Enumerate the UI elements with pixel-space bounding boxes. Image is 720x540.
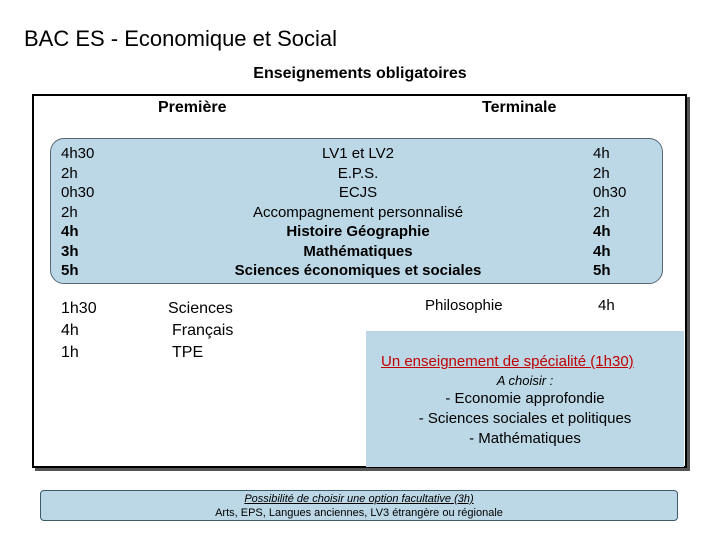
hours-cell: 4h xyxy=(61,322,79,339)
hours-cell: 0h30 xyxy=(593,184,627,201)
hours-cell: 2h xyxy=(61,203,78,221)
subject-item: Mathématiques xyxy=(303,242,413,260)
hours-cell: 4h xyxy=(593,145,610,162)
hours-cell: 0h30 xyxy=(61,184,95,201)
specialite-option: - Economie approfondie xyxy=(445,390,605,407)
subject-item: Sciences xyxy=(168,300,233,317)
specialite-option: - Sciences sociales et politiques xyxy=(418,410,632,427)
common-subject-list xyxy=(200,144,516,281)
premiere-heading: Première xyxy=(158,99,227,116)
specialite-title: Un enseignement de spécialité (1h30) xyxy=(381,353,634,370)
subject-item: ECJS xyxy=(338,184,378,201)
terminale-heading: Terminale xyxy=(482,99,557,116)
section-heading: Enseignements obligatoires xyxy=(253,65,467,82)
hours-cell: 4h xyxy=(61,223,79,240)
hours-cell: 5h xyxy=(61,262,79,279)
hours-cell: 3h xyxy=(61,242,79,260)
subject-item: Histoire Géographie xyxy=(286,223,430,240)
page-title: BAC ES - Economique et Social xyxy=(24,26,338,51)
premiere-only-subjects xyxy=(168,298,233,364)
specialite-choose: A choisir : xyxy=(496,373,554,388)
hours-cell: 4h xyxy=(593,223,611,240)
premiere-common-hours xyxy=(61,144,94,281)
hours-cell: 1h30 xyxy=(61,300,97,317)
subject-item: Français xyxy=(172,322,234,339)
hours-cell: 5h xyxy=(593,262,611,279)
subject-item: E.P.S. xyxy=(337,164,379,182)
subject-item: Accompagnement personnalisé xyxy=(252,203,464,221)
subject-item: TPE xyxy=(172,344,204,361)
hours-cell: 4h30 xyxy=(61,145,95,162)
specialite-option: - Mathématiques xyxy=(469,430,581,447)
hours-cell: 4h xyxy=(593,242,611,260)
subject-item: LV1 et LV2 xyxy=(322,145,394,162)
philosophie-hours: 4h xyxy=(598,297,615,314)
option-list: Arts, EPS, Langues anciennes, LV3 étrangère ou régionale xyxy=(215,507,503,519)
subject-item: Sciences économiques et sociales xyxy=(234,262,482,279)
terminale-common-hours xyxy=(593,144,626,281)
premiere-only-hours xyxy=(61,298,97,364)
option-title: Possibilité de choisir une option facultative (3h) xyxy=(244,493,474,505)
hours-cell: 2h xyxy=(593,164,610,182)
hours-cell: 1h xyxy=(61,344,79,361)
philosophie-label: Philosophie xyxy=(425,297,503,314)
hours-cell: 2h xyxy=(61,164,78,182)
hours-cell: 2h xyxy=(593,203,610,221)
